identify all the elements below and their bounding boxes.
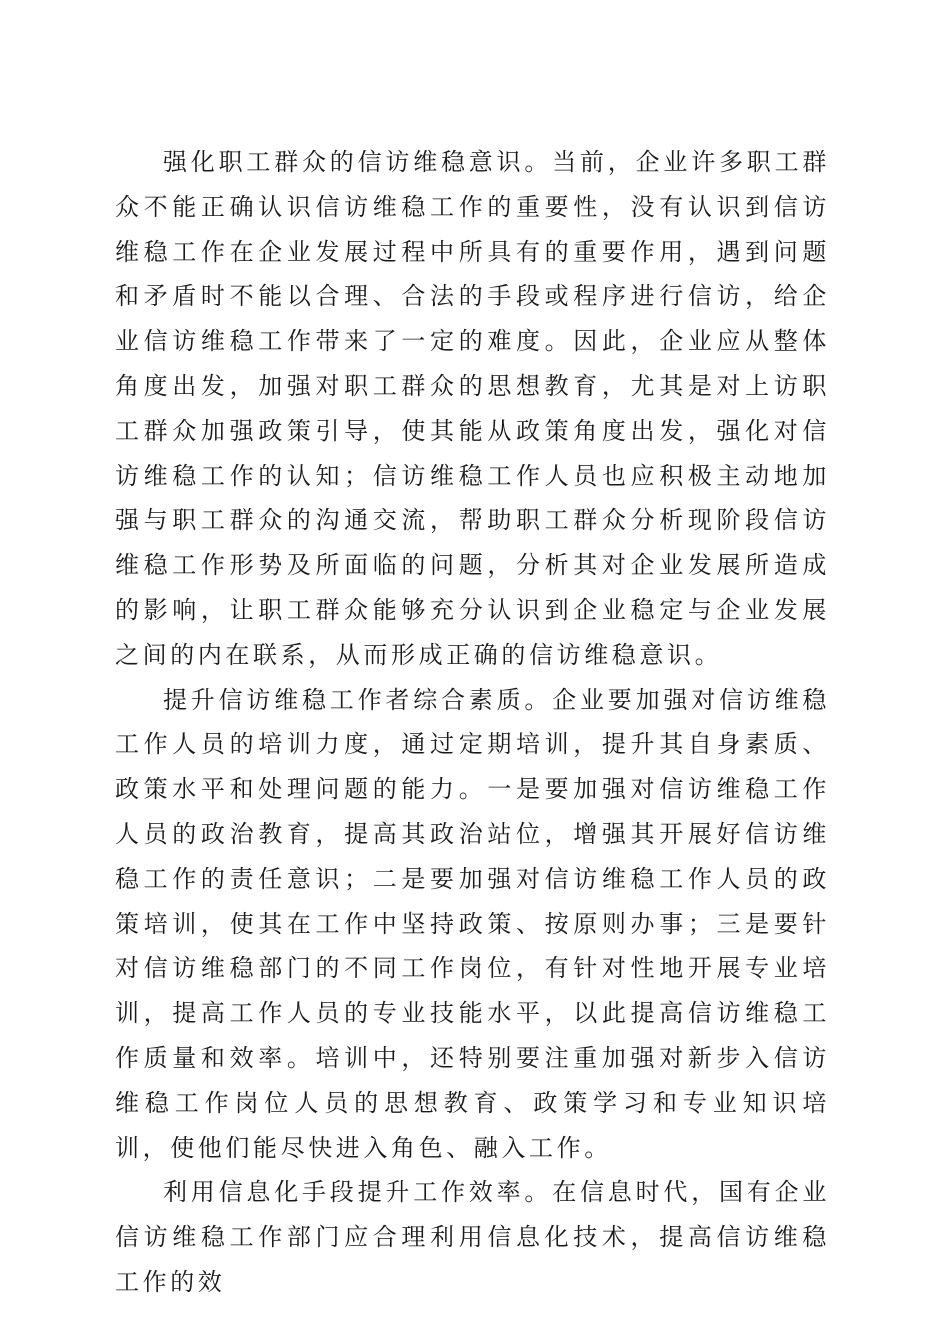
paragraph-staff-quality: 提升信访维稳工作者综合素质。企业要加强对信访维稳工作人员的培训力度，通过定期培训，提升其自身素质、政策水平和处理问题的能力。一是要加强对信访维稳工作人员的政治教育，提高其政治站位，增强其开展好信访维稳工作的责任意识；二是要加强对信访维稳工作人员的政策培训，使其在工作中坚持政策、按原则办事；三是要针对信访维稳部门的不同工作岗位，有针对性地开展专业培训，提高工作人员的专业技能水平，以此提高信访维稳工作质量和效率。培训中，还特别要注重加强对新步入信访维稳工作岗位人员的思想教育、政策学习和专业知识培训，使他们能尽快进入角色、融入工作。 xyxy=(115,685,830,1162)
document-body xyxy=(115,140,830,1305)
paragraph-awareness: 强化职工群众的信访维稳意识。当前，企业许多职工群众不能正确认识信访维稳工作的重要性，没有认识到信访维稳工作在企业发展过程中所具有的重要作用，遇到问题和矛盾时不能以合理、合法的手段或程序进行信访，给企业信访维稳工作带来了一定的难度。因此，企业应从整体角度出发，加强对职工群众的思想教育，尤其是对上访职工群众加强政策引导，使其能从政策角度出发，强化对信访维稳工作的认知；信访维稳工作人员也应积极主动地加强与职工群众的沟通交流，帮助职工群众分析现阶段信访维稳工作形势及所面临的问题，分析其对企业发展所造成的影响，让职工群众能够充分认识到企业稳定与企业发展之间的内在联系，从而形成正确的信访维稳意识。 xyxy=(115,148,830,669)
paragraph-informatization: 利用信息化手段提升工作效率。在信息时代，国有企业信访维稳工作部门应合理利用信息化技术，提高信访维稳工作的效 xyxy=(115,1178,830,1296)
